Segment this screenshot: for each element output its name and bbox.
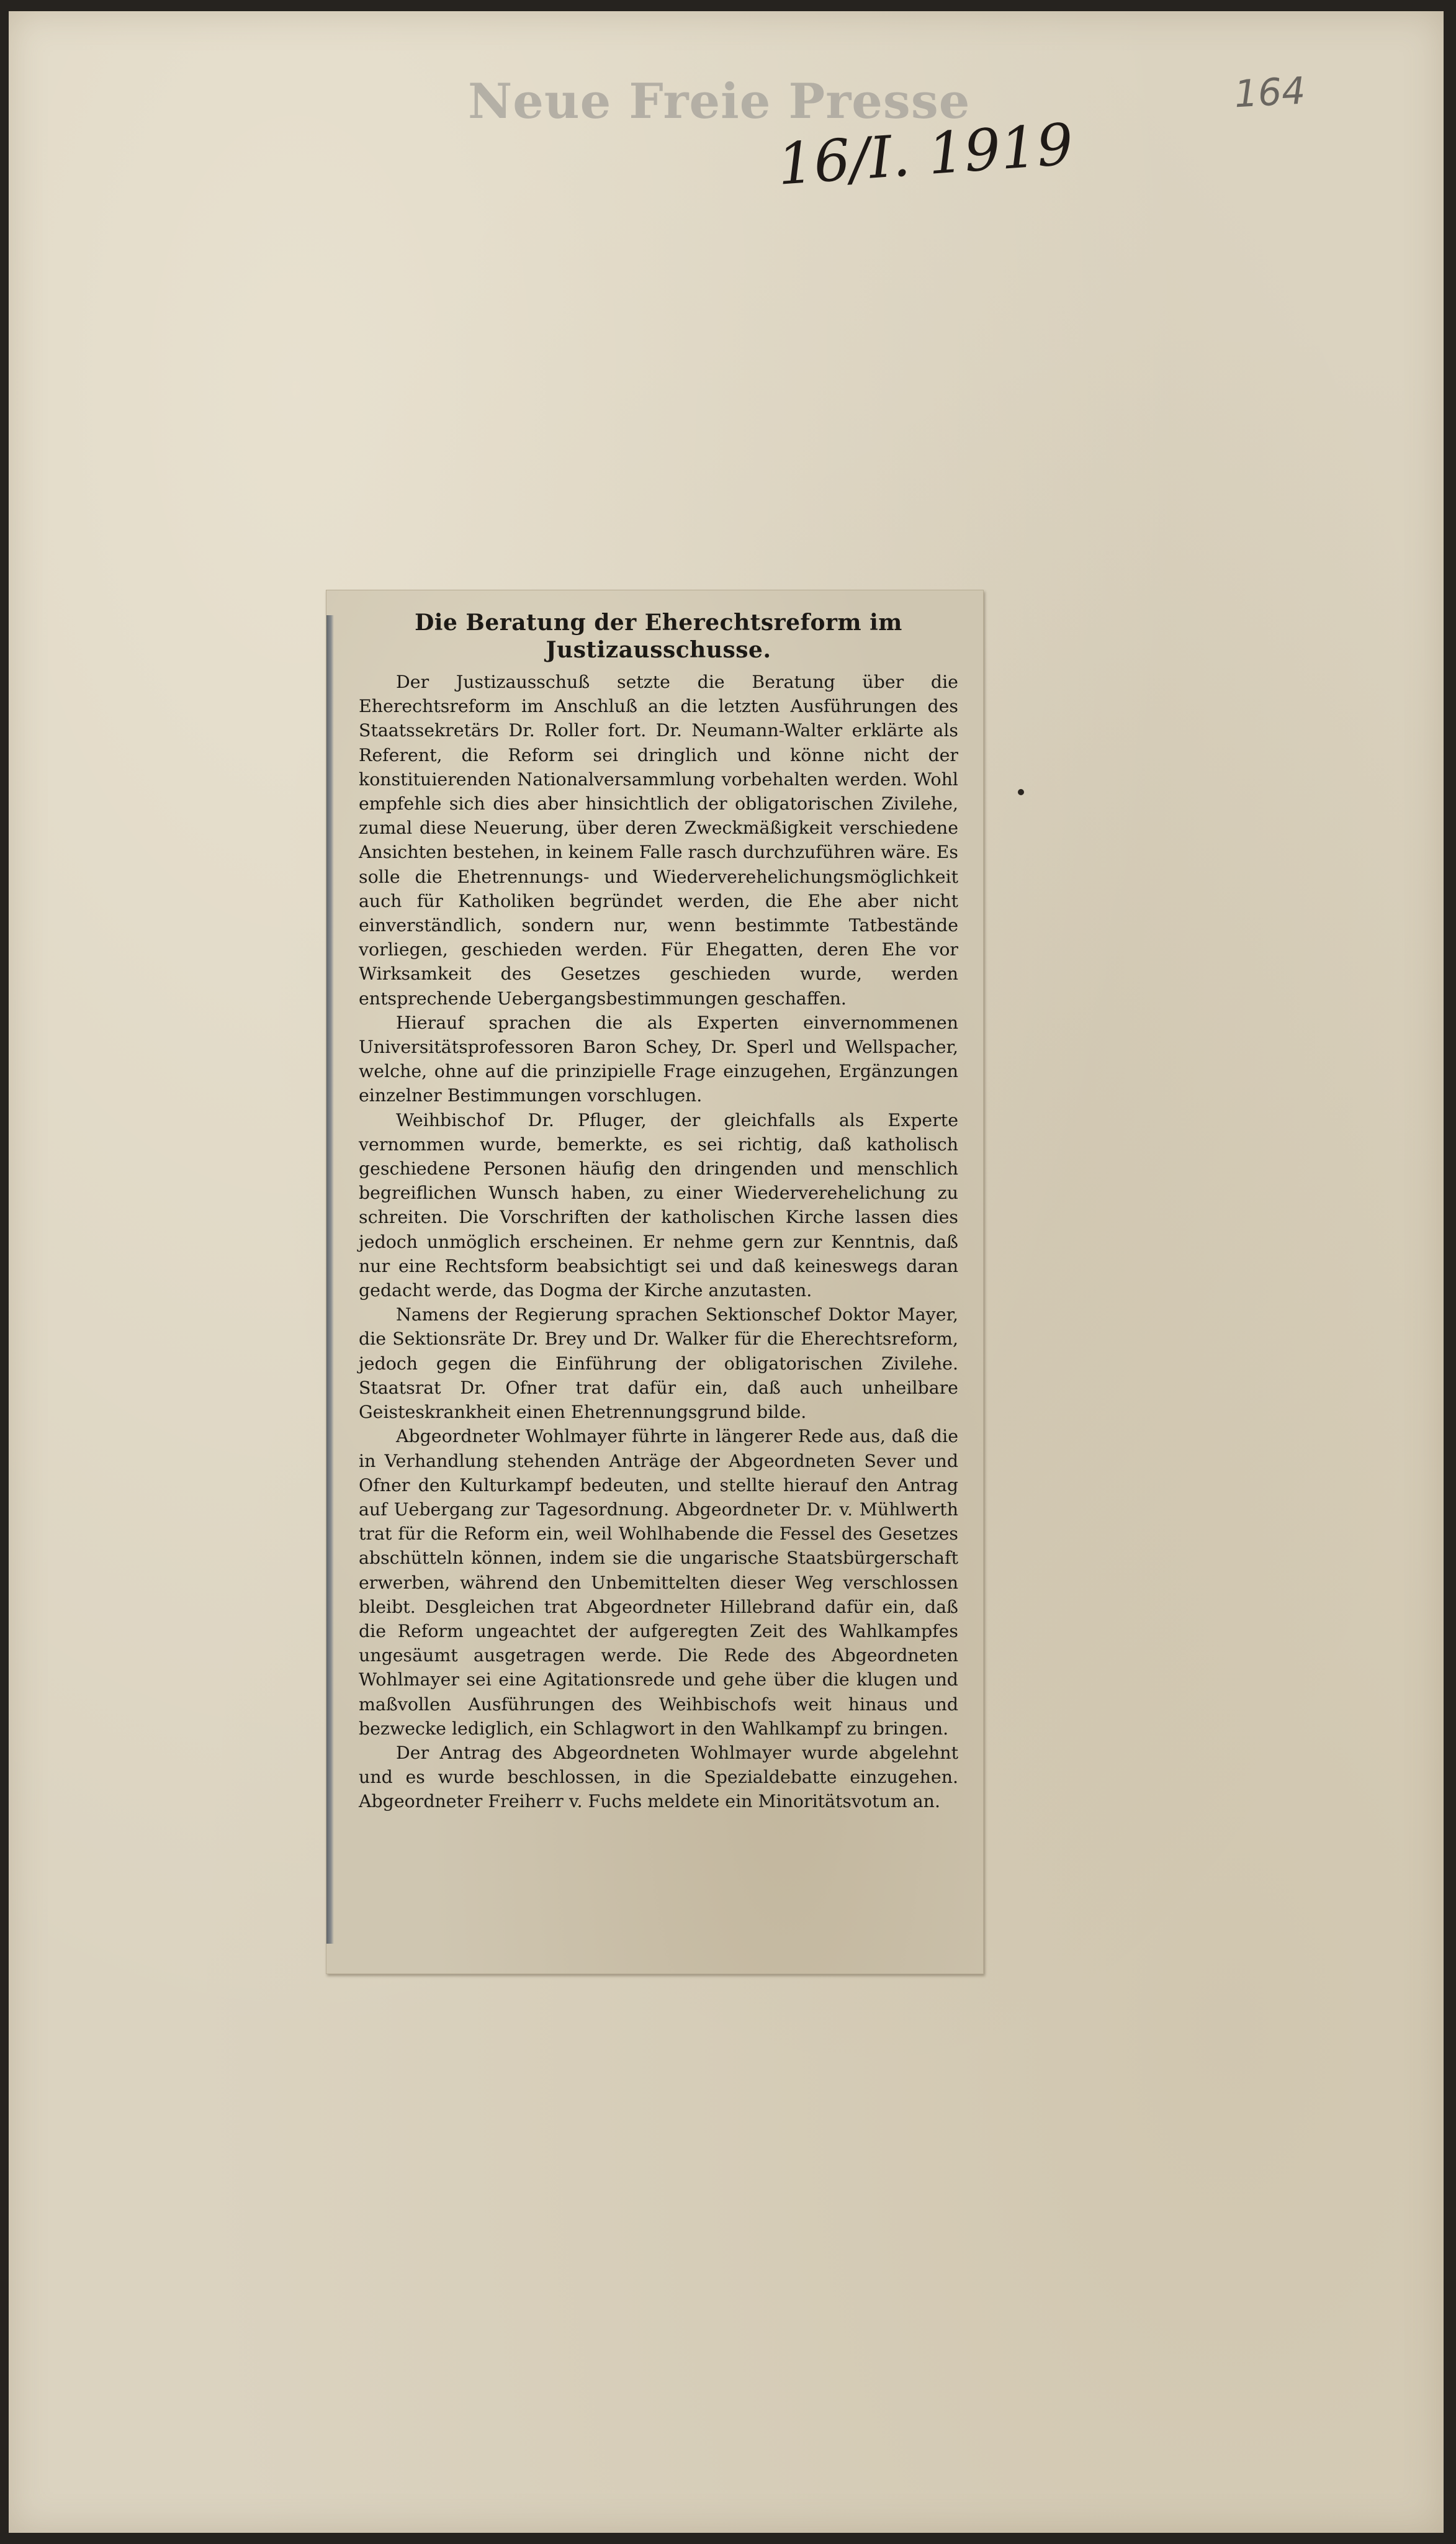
folio-number: 164 <box>1233 69 1307 117</box>
article-paragraph: Der Antrag des Abgeordneten Wohlmayer wurde abgelehnt und es wurde beschlossen, in die Spezialdebatte einzugehen. Abgeordneter Freiherr v. Fuchs meldete ein Minoritätsvotum an. <box>359 1742 958 1812</box>
clipping-edge-mark <box>326 615 334 1944</box>
handwritten-date: 16/I. 1919 <box>775 111 1076 198</box>
newspaper-stamp: Neue Freie Presse <box>468 73 971 130</box>
article-paragraph: Namens der Regierung sprachen Sektionschef Doktor Mayer, die Sektionsräte Dr. Brey und Dr. Walker für die Eherechtsreform, jedoch gegen die Einführung der obligatorischen Zivilehe. Staatsrat Dr. Ofner trat dafür ein, daß auch unheilbare Geisteskrankheit einen Ehetrennungsgrund bilde. <box>359 1304 958 1423</box>
article-paragraph: Der Justizausschuß setzte die Beratung über die Eherechtsreform im Anschluß an die letzten Ausführungen des Staatssekretärs Dr. Roller fort. Dr. Neumann-Walter erklärte als Referent, die Reform sei dringlich und könne nicht der konstituierenden Nationalversammlung vorbehalten werden. Wohl empfehle sich dies aber hinsichtlich der obligatorischen Zivilehe, zumal diese Neuerung, über deren Zweckmäßigkeit verschiedene Ansichten bestehen, in keinem Falle rasch durchzuführen wäre. Es solle die Ehetrennungs- und Wiederverehelichungsmöglichkeit auch für Katholiken begründet werden, die Ehe aber nicht einverständlich, sondern nur, wenn bestimmte Tatbestände vorliegen, geschieden werden. Für Ehegatten, deren Ehe vor Wirksamkeit des Gesetzes geschieden wurde, werden entsprechende Uebergangsbestimmungen geschaffen. <box>359 672 958 1009</box>
article-paragraph: Weihbischof Dr. Pfluger, der gleichfalls als Experte vernommen wurde, bemerkte, es sei richtig, daß katholisch geschiedene Personen häufig den dringenden und menschlich begreiflichen Wunsch haben, zu einer Wiederverehelichung zu schreiten. Die Vorschriften der katholischen Kirche lassen dies jedoch unmöglich erscheinen. Er nehme gern zur Kenntnis, daß nur eine Rechtsform beabsichtigt sei und daß keineswegs daran gedacht werde, das Dogma der Kirche anzutasten. <box>359 1109 958 1301</box>
article-paragraph: Hierauf sprachen die als Experten einvernommenen Universitätsprofessoren Baron Schey, Dr. Sperl und Wellspacher, welche, ohne auf die prinzipielle Frage einzugehen, Ergänzungen einzelner Bestimmungen vorschlugen. <box>359 1012 958 1106</box>
newspaper-clipping <box>326 590 984 1974</box>
ink-spot <box>1018 789 1024 795</box>
article-paragraph: Abgeordneter Wohlmayer führte in längerer Rede aus, daß die in Verhandlung stehenden Anträge der Abgeordneten Sever und Ofner den Kulturkampf bedeuten, und stellte hierauf den Antrag auf Uebergang zur Tagesordnung. Abgeordneter Dr. v. Mühlwerth trat für die Reform ein, weil Wohlhabende die Fessel des Gesetzes abschütteln können, indem sie die ungarische Staatsbürgerschaft erwerben, während den Unbemittelten dieser Weg verschlossen bleibt. Desgleichen trat Abgeordneter Hillebrand dafür ein, daß die Reform ungeachtet der aufgeregten Zeit des Wahlkampfes ungesäumt ausgetragen werde. Die Rede des Abgeordneten Wohlmayer sei eine Agitationsrede und gehe über die klugen und maßvollen Ausführungen des Weihbischofs weit hinaus und bezwecke lediglich, ein Schlagwort in den Wahlkampf zu bringen. <box>359 1426 958 1739</box>
article-headline: Die Beratung der Eherechtsreform im Justizausschusse. <box>415 610 902 663</box>
